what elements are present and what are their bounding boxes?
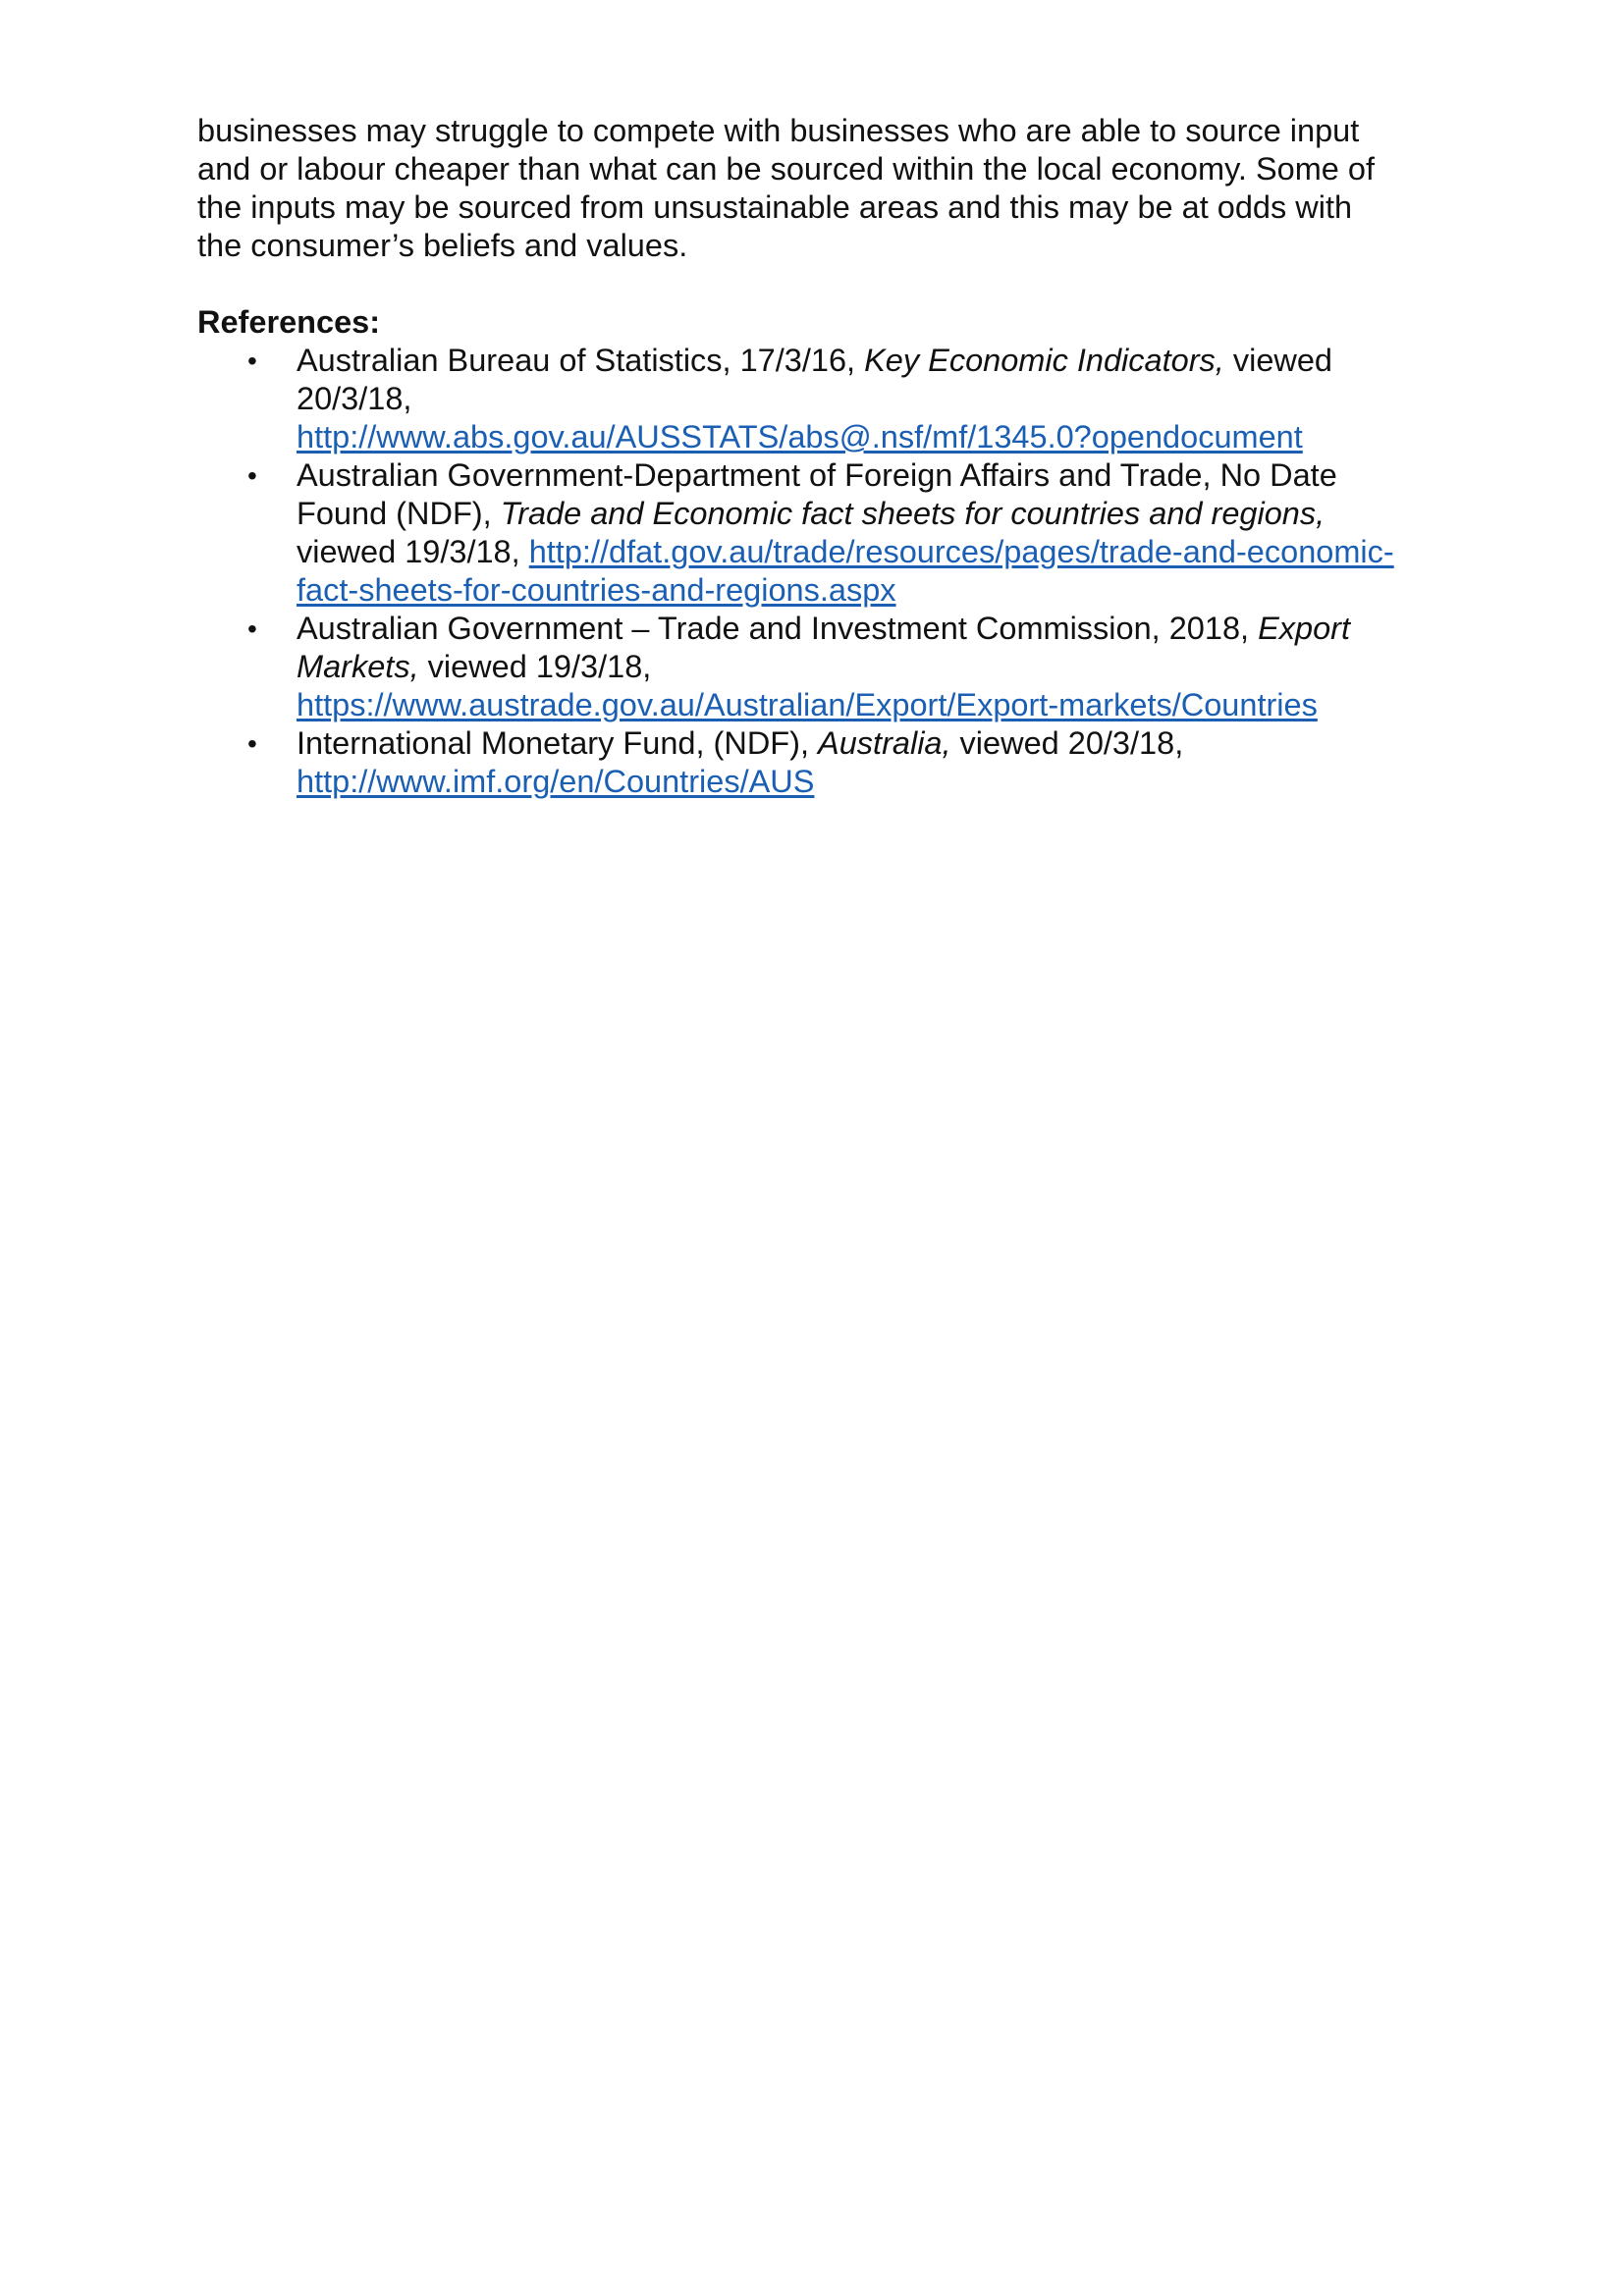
reference-title: Key Economic Indicators, (864, 343, 1224, 378)
reference-link-austrade[interactable]: https://www.austrade.gov.au/Australian/Export/Export-markets/Countries (297, 687, 1318, 722)
reference-text: Found (NDF), (297, 496, 501, 531)
paragraph-line: the consumer’s beliefs and values. (197, 228, 688, 263)
reference-text: Australian Bureau of Statistics, 17/3/16, (297, 343, 865, 378)
reference-link-dfat-continued[interactable]: fact-sheets-for-countries-and-regions.aspx (297, 572, 896, 608)
bullet-icon: • (247, 346, 257, 376)
reference-item-imf (197, 724, 1434, 801)
reference-text: viewed 19/3/18, (297, 534, 529, 569)
references-list (197, 342, 1434, 801)
reference-link-imf[interactable]: http://www.imf.org/en/Countries/AUS (297, 764, 815, 799)
paragraph-line: businesses may struggle to compete with businesses who are able to source input (197, 113, 1360, 148)
reference-link-dfat[interactable]: http://dfat.gov.au/trade/resources/pages/trade-and-economic- (528, 534, 1394, 569)
document-page (197, 112, 1434, 801)
reference-text: Australian Government – Trade and Investment Commission, 2018, (297, 611, 1259, 646)
paragraph-line: and or labour cheaper than what can be sourced within the local economy. Some of (197, 151, 1376, 187)
reference-title: Markets, (297, 649, 419, 684)
reference-item-austrade (197, 610, 1434, 724)
reference-text: viewed (1223, 343, 1333, 378)
reference-text: 20/3/18, (297, 381, 412, 416)
reference-text: viewed 20/3/18, (950, 725, 1184, 761)
reference-title: Export (1258, 611, 1351, 646)
bullet-icon: • (247, 728, 257, 759)
reference-text: Australian Government-Department of Foreign Affairs and Trade, No Date (297, 457, 1337, 493)
bullet-icon: • (247, 614, 257, 644)
reference-text: viewed 19/3/18, (418, 649, 652, 684)
body-paragraph (197, 112, 1434, 265)
reference-item-dfat (197, 456, 1434, 610)
bullet-icon: • (247, 460, 257, 491)
references-heading: References: (197, 304, 381, 340)
reference-title: Trade and Economic fact sheets for countries and regions, (500, 496, 1325, 531)
paragraph-line: the inputs may be sourced from unsustainable areas and this may be at odds with (197, 189, 1353, 225)
reference-title: Australia, (818, 725, 951, 761)
reference-link-abs[interactable]: http://www.abs.gov.au/AUSSTATS/abs@.nsf/mf/1345.0?opendocument (297, 419, 1303, 454)
reference-item-abs (197, 342, 1434, 456)
reference-text: International Monetary Fund, (NDF), (297, 725, 819, 761)
